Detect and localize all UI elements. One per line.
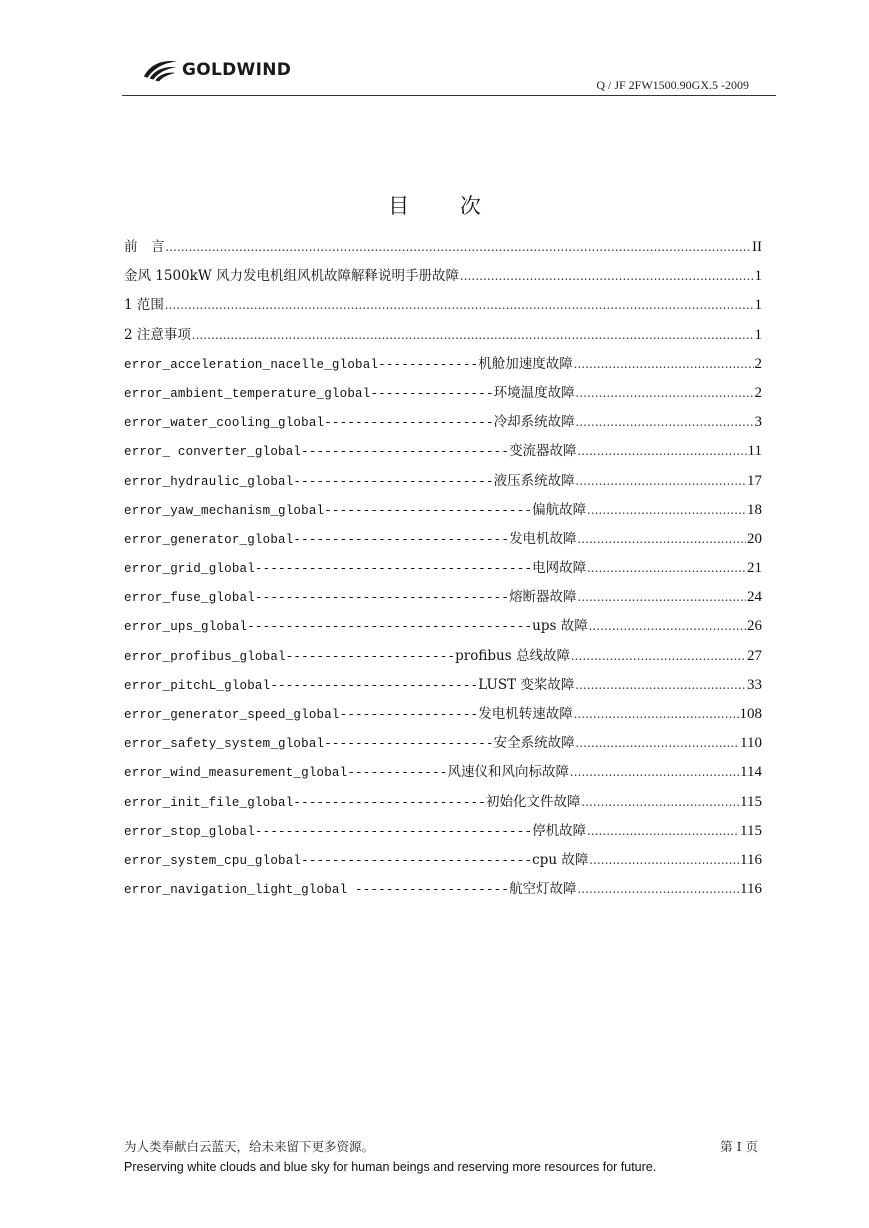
toc-entry-code: error_stop_global------------------------------------: [124, 824, 533, 839]
toc-entry[interactable]: [124, 410, 762, 439]
toc-dot-leader: [576, 414, 754, 430]
toc-dot-leader: [587, 823, 739, 839]
toc-entry-title: 冷却系统故障: [493, 414, 575, 431]
toc-entry-code: error_hydraulic_global--------------------------: [124, 474, 494, 489]
toc-dot-leader: [574, 706, 739, 722]
toc-entry-page-number: 20: [747, 530, 762, 547]
toc-dot-leader: [587, 502, 746, 518]
toc-entry[interactable]: [124, 702, 762, 731]
toc-entry-code: error_water_cooling_global----------------------: [124, 416, 494, 431]
toc-entry[interactable]: [124, 235, 762, 264]
toc-entry-title: 熔断器故障: [509, 589, 577, 606]
logo-text: GOLDWIND: [182, 60, 292, 80]
toc-entry-page-number: 1: [754, 326, 762, 343]
toc-entry[interactable]: [124, 352, 762, 381]
toc-entry-page-number: 2: [754, 384, 762, 401]
toc-entry-title: 2 注意事项: [124, 326, 191, 343]
toc-entry[interactable]: [124, 760, 762, 789]
toc-dot-leader: [576, 473, 746, 489]
toc-entry[interactable]: [124, 381, 762, 410]
toc-entry[interactable]: [124, 498, 762, 527]
toc-dot-leader: [578, 881, 739, 897]
toc-entry-page-number: 116: [740, 851, 762, 868]
toc-dot-leader: [570, 764, 739, 780]
toc-entry-page-number: 115: [740, 793, 762, 810]
toc-entry[interactable]: [124, 644, 762, 673]
toc-entry-title: 金风 1500kW 风力发电机组风机故障解释说明手册故障: [124, 268, 459, 285]
toc-entry-code: error_ups_global-------------------------------------: [124, 620, 533, 635]
toc-dot-leader: [575, 677, 746, 693]
toc-entry-title: 机舱加速度故障: [478, 355, 573, 372]
toc-entry-code: error_fuse_global---------------------------------: [124, 591, 510, 606]
toc-entry-title: 1 范围: [124, 297, 164, 314]
company-logo: [141, 55, 291, 85]
toc-dot-leader: [581, 794, 739, 810]
toc-dot-leader: [589, 618, 746, 634]
toc-entry-code: error_pitchL_global---------------------------: [124, 678, 479, 693]
toc-entry-page-number: 108: [739, 706, 762, 722]
toc-dot-leader: [460, 268, 754, 284]
toc-entry-title: 航空灯故障: [509, 881, 577, 898]
toc-entry-code: error_acceleration_nacelle_global-------------: [124, 357, 479, 372]
toc-entry-title: 发电机转速故障: [478, 706, 573, 722]
toc-entry-page-number: 110: [740, 735, 762, 752]
table-of-contents: [124, 235, 762, 906]
footer-page-number: 第 I 页: [720, 1139, 758, 1154]
toc-entry-code: error_generator_global----------------------------: [124, 532, 510, 547]
toc-entry-title: 安全系统故障: [493, 735, 575, 752]
toc-entry-page-number: 17: [747, 472, 762, 489]
toc-dot-leader: [166, 239, 752, 255]
toc-dot-leader: [578, 443, 747, 459]
toc-entry[interactable]: [124, 527, 762, 556]
toc-entry-code: error_navigation_light_global --------------------: [124, 883, 510, 898]
toc-entry-page-number: 18: [747, 501, 762, 518]
toc-entry-page-number: 1: [754, 297, 762, 314]
toc-entry-page-number: 26: [747, 618, 762, 635]
toc-entry[interactable]: [124, 264, 762, 293]
toc-dot-leader: [574, 356, 754, 372]
toc-entry-title: 前 言: [124, 239, 165, 255]
toc-dot-leader: [576, 385, 754, 401]
toc-entry-page-number: 114: [740, 764, 762, 781]
toc-entry-page-number: 11: [747, 443, 762, 460]
toc-entry[interactable]: [124, 469, 762, 498]
toc-entry-title: 液压系统故障: [493, 472, 575, 489]
toc-entry-page-number: 3: [754, 414, 762, 431]
toc-entry-title: LUST 变桨故障: [478, 676, 575, 693]
toc-dot-leader: [192, 327, 754, 343]
toc-entry[interactable]: [124, 790, 762, 819]
toc-entry-title: ups 故障: [532, 618, 588, 635]
toc-entry[interactable]: [124, 731, 762, 760]
toc-entry-page-number: 24: [747, 589, 762, 606]
toc-entry-code: error_ converter_global---------------------------: [124, 445, 510, 460]
toc-entry[interactable]: [124, 848, 762, 877]
toc-dot-leader: [587, 560, 746, 576]
toc-entry-title: 风速仪和风向标故障: [447, 764, 569, 781]
footer-slogan-english: Preserving white clouds and blue sky for human beings and reserving more resources for future.: [124, 1160, 657, 1174]
toc-entry[interactable]: [124, 819, 762, 848]
toc-entry[interactable]: [124, 439, 762, 468]
toc-entry-title: profibus 总线故障: [455, 647, 570, 664]
toc-entry-code: error_grid_global------------------------------------: [124, 562, 533, 577]
toc-entry-title: 停机故障: [532, 822, 587, 839]
toc-entry[interactable]: [124, 556, 762, 585]
toc-title: 目 次: [388, 194, 503, 218]
toc-entry-page-number: 21: [747, 560, 762, 577]
toc-entry-code: error_generator_speed_global------------------: [124, 708, 479, 722]
toc-entry-title: 初始化文件故障: [485, 793, 581, 810]
toc-entry-code: error_profibus_global----------------------: [124, 649, 456, 664]
toc-entry-title: 环境温度故障: [493, 384, 575, 401]
toc-entry[interactable]: [124, 585, 762, 614]
toc-entry-page-number: 27: [747, 647, 762, 664]
toc-entry-title: 变流器故障: [509, 443, 577, 460]
toc-dot-leader: [589, 852, 739, 868]
toc-entry-page-number: 115: [740, 822, 762, 839]
toc-entry-title: 发电机故障: [509, 530, 577, 547]
toc-entry-page-number: 33: [747, 676, 762, 693]
toc-entry-code: error_init_file_global-------------------------: [124, 795, 486, 810]
toc-entry[interactable]: [124, 293, 762, 322]
toc-entry-title: 偏航故障: [532, 501, 587, 518]
header-divider: [122, 95, 776, 96]
toc-entry[interactable]: [124, 673, 762, 702]
toc-entry[interactable]: [124, 614, 762, 643]
toc-dot-leader: [578, 589, 746, 605]
toc-entry-page-number: II: [752, 239, 762, 255]
toc-entry-code: error_system_cpu_global------------------------------: [124, 853, 533, 868]
footer-slogan-chinese: 为人类奉献白云蓝天，给未来留下更多资源。: [124, 1139, 375, 1154]
toc-entry-code: error_safety_system_global----------------------: [124, 737, 494, 752]
toc-entry-page-number: 116: [740, 881, 762, 898]
toc-entry-title: 电网故障: [532, 560, 587, 577]
toc-entry-title: cpu 故障: [532, 851, 589, 868]
toc-entry-code: error_wind_measurement_global-------------: [124, 766, 448, 781]
toc-entry-code: error_ambient_temperature_global----------------: [124, 386, 494, 401]
toc-dot-leader: [578, 531, 746, 547]
toc-dot-leader: [571, 648, 746, 664]
toc-dot-leader: [576, 735, 739, 751]
toc-entry-page-number: 2: [754, 355, 762, 372]
document-code: Q / JF 2FW1500.90GX.5 -2009: [596, 78, 749, 92]
toc-entry[interactable]: [124, 877, 762, 906]
goldwind-swoosh-icon: [141, 57, 179, 83]
toc-entry[interactable]: [124, 323, 762, 352]
toc-entry-code: error_yaw_mechanism_global---------------------------: [124, 503, 533, 518]
toc-dot-leader: [165, 297, 754, 313]
toc-entry-page-number: 1: [754, 268, 762, 285]
